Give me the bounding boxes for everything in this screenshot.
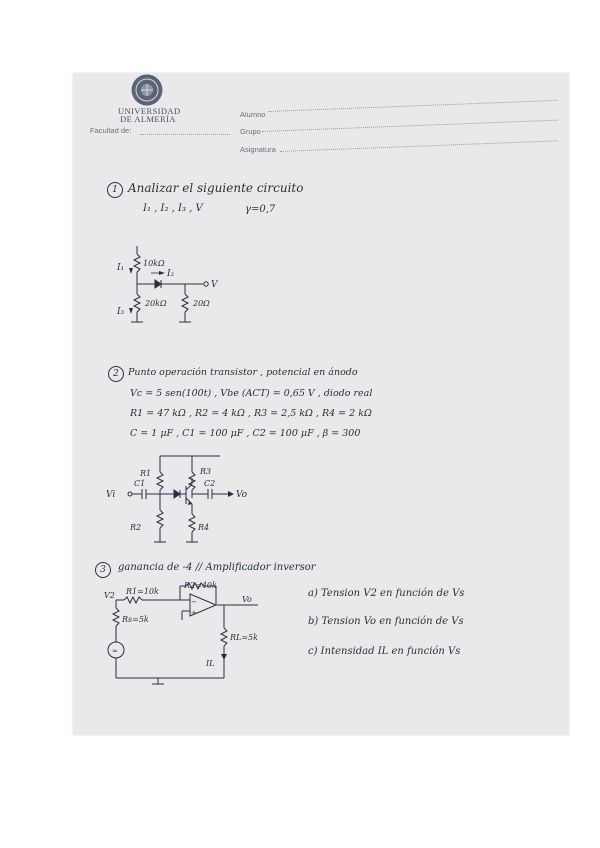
exercise-3-title: ganancia de -4 // Amplificador inversor [118, 562, 316, 573]
exercise-3-item-b: b) Tension Vo en función de Vs [308, 616, 464, 627]
exercise-1-i3-label: I₃ [117, 307, 125, 317]
exercise-1-r-bottom-left-label: 20kΩ [145, 299, 167, 308]
exercise-2-circuit-diagram [100, 448, 250, 552]
exercise-3-v2-label: V2 [104, 591, 115, 600]
exercise-2-r3-label: R3 [200, 467, 212, 476]
exercise-3-rs-label: Rs=5k [122, 615, 149, 624]
svg-text:−: − [191, 598, 197, 606]
exercise-1-i1-label: I₁ [117, 263, 125, 273]
exercise-2-line3: C = 1 μF , C1 = 100 μF , C2 = 100 μF , β = 300 [130, 428, 361, 439]
exercise-1-i2-label: I₂ [167, 269, 175, 279]
university-name-line1: UNIVERSIDAD [118, 106, 181, 116]
exercise-3-r2-label: R2=40k [184, 581, 217, 590]
exercise-2-line1: Vc = 5 sen(100t) , Vbe (ACT) = 0,65 V , diodo real [130, 388, 373, 399]
exercise-3-item-a: a) Tension V2 en función de Vs [308, 588, 465, 599]
exercise-3-r1-label: R1=10k [126, 587, 159, 596]
exercise-2-vo-label: Vo [236, 490, 248, 500]
facultad-label: Facultad de: [90, 126, 132, 135]
exercise-2-title: Punto operación transistor , potencial en ánodo [128, 367, 358, 378]
exercise-1-title: Analizar el siguiente circuito [128, 181, 304, 195]
exercise-3-number: 3 [95, 562, 111, 578]
exercise-2-r1-label: R1 [140, 469, 152, 478]
exercise-1-r-right-label: 20Ω [193, 299, 210, 308]
exercise-3-vo-label: Vo [242, 595, 252, 604]
exercise-1-circuit-diagram [105, 236, 235, 334]
exercise-2-line2: R1 = 47 kΩ , R2 = 4 kΩ , R3 = 2,5 kΩ , R4 = 2 kΩ [130, 408, 372, 419]
exercise-2-c1-label: C1 [134, 479, 146, 488]
exercise-1-v-label: V [211, 280, 218, 290]
exercise-2-c2-label: C2 [204, 479, 216, 488]
svg-text:≈: ≈ [112, 647, 118, 655]
exercise-2-number: 2 [108, 366, 124, 382]
exercise-1-number: 1 [107, 182, 123, 198]
exercise-3-il-label: IL [206, 659, 215, 668]
grupo-label: Grupo [240, 127, 261, 136]
exercise-2-r2-label: R2 [130, 523, 142, 532]
university-seal-logo [126, 73, 168, 107]
asignatura-label: Asignatura [240, 145, 276, 154]
exercise-1-unknowns: I₁ , I₂ , I₃ , V [143, 203, 203, 214]
university-name-line2: DE ALMERÍA [120, 114, 176, 124]
facultad-line [140, 134, 230, 135]
exercise-1-r-top-label: 10kΩ [143, 259, 165, 268]
exercise-3-circuit-diagram [98, 580, 273, 688]
exercise-3-item-c: c) Intensidad IL en función Vs [308, 646, 461, 657]
svg-text:+: + [191, 609, 197, 617]
exercise-3-rl-label: RL=5k [230, 633, 258, 642]
alumno-label: Alumno [240, 110, 266, 119]
exercise-2-vi-label: Vi [106, 490, 116, 500]
exercise-1-gamma: γ=0,7 [245, 204, 276, 215]
exercise-2-r4-label: R4 [198, 523, 210, 532]
